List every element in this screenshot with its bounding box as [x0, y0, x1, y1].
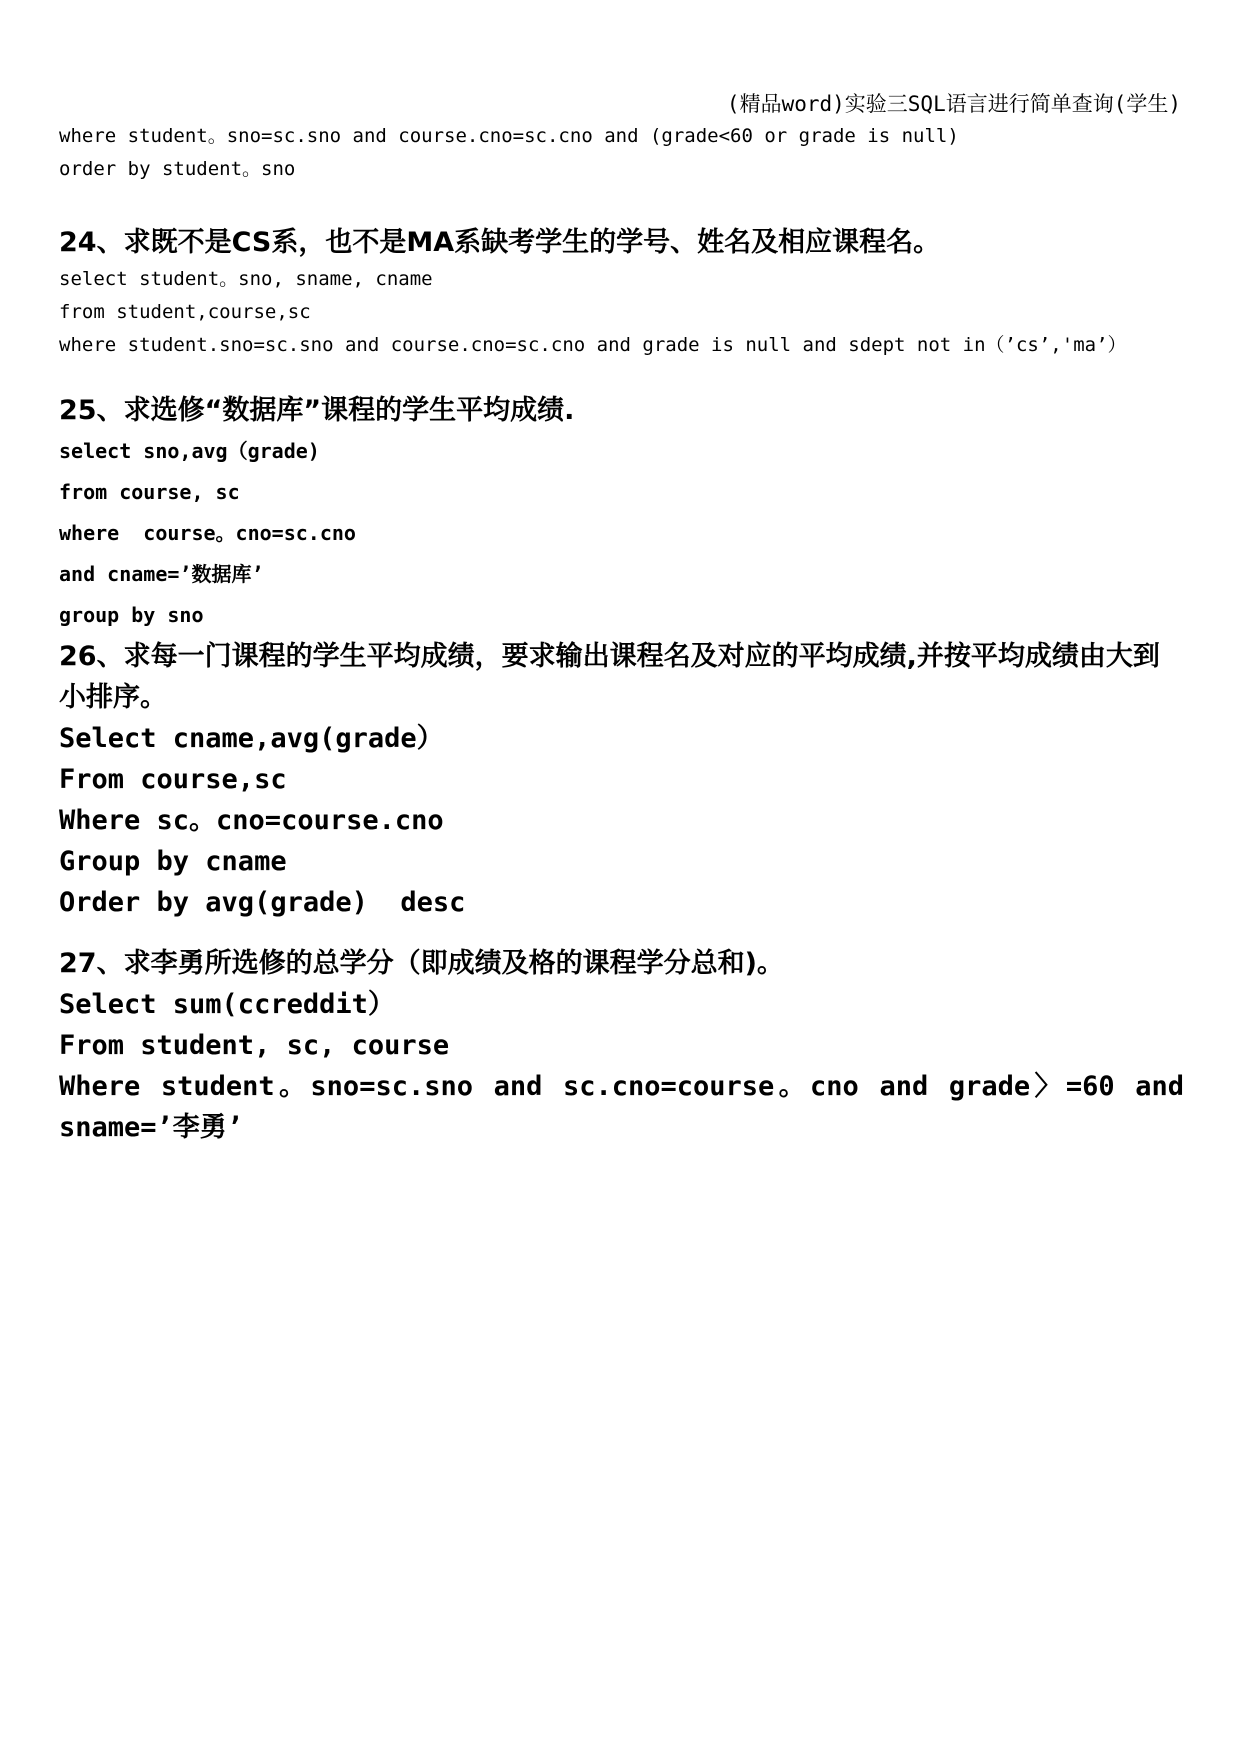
code-line: and cname=’数据库’ — [59, 562, 264, 586]
query-23-continuation — [59, 120, 1184, 186]
code-line-justified: Where student。sno=sc.sno and sc.cno=course。cno and grade〉=60 and — [59, 1071, 1184, 1102]
code-line: where course。cno=sc.cno — [59, 521, 356, 545]
code-line: Where sc。cno=course.cno — [59, 805, 444, 836]
code-line: from course, sc — [59, 480, 240, 504]
code-line: Select sum(ccreddit） — [59, 989, 395, 1020]
code-line: from student,course,sc — [59, 301, 311, 323]
question-heading: 26、求每一门课程的学生平均成绩，要求输出课程名及对应的平均成绩,并按平均成绩由大到小排序。 — [59, 641, 1160, 713]
document-body — [59, 120, 1184, 1148]
code-line: where student.sno=sc.sno and course.cno=sc.cno and grade is null and sdept not in（’cs’,'ma’） — [59, 334, 1127, 356]
page-header: (精品word)实验三SQL语言进行简单查询(学生) — [726, 92, 1181, 116]
question-27 — [59, 943, 1184, 1148]
code-line: select sno,avg（grade) — [59, 439, 320, 463]
code-line: select student。sno, sname, cname — [59, 268, 433, 290]
code-line: where student。sno=sc.sno and course.cno=sc.cno and (grade<60 or grade is null) — [59, 125, 959, 147]
code-line: From student, sc, course — [59, 1030, 450, 1061]
code-line: From course,sc — [59, 764, 287, 795]
code-line: group by sno — [59, 603, 204, 627]
code-line: Order by avg(grade) desc — [59, 887, 466, 918]
code-line: Select cname,avg(grade） — [59, 723, 444, 754]
question-heading: 24、求既不是CS系，也不是MA系缺考学生的学号、姓名及相应课程名。 — [59, 227, 941, 258]
question-25 — [59, 390, 1184, 636]
code-line: sname=’李勇’ — [59, 1112, 244, 1143]
code-line: Group by cname — [59, 846, 287, 877]
question-24 — [59, 222, 1184, 362]
code-line: order by student。sno — [59, 158, 296, 180]
question-heading: 27、求李勇所选修的总学分（即成绩及格的课程学分总和)。 — [59, 948, 784, 979]
question-heading: 25、求选修“数据库”课程的学生平均成绩. — [59, 395, 575, 426]
question-26 — [59, 636, 1184, 923]
